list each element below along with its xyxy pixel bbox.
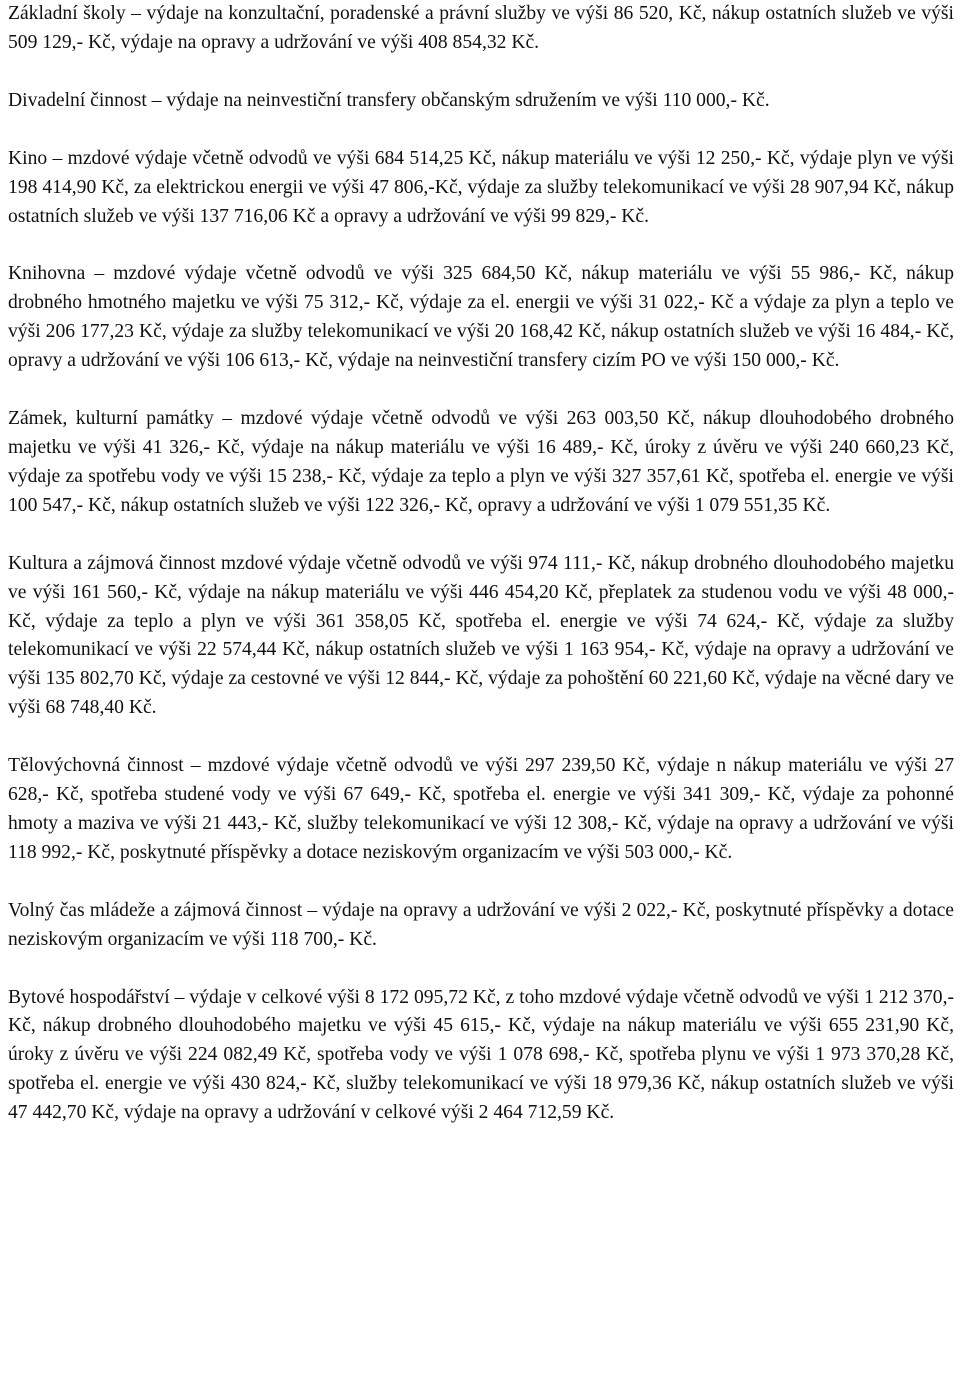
paragraph-kino: Kino – mzdové výdaje včetně odvodů ve výši 684 514,25 Kč, nákup materiálu ve výši 12 250,- Kč, výdaje plyn ve výši 198 414,90 Kč, za elektrickou energii ve výši 47 806,-Kč, výdaje za služby telekomunikací ve výši 28 907,94 Kč, nákup ostatních služeb ve výši 137 716,06 Kč a opravy a udržování ve výši 99 829,- Kč. (8, 147, 954, 227)
paragraph-kultura: Kultura a zájmová činnost mzdové výdaje včetně odvodů ve výši 974 111,- Kč, nákup drobného dlouhodobého majetku ve výši 161 560,- Kč, výdaje na nákup materiálu ve výši 446 454,20 Kč, přeplatek za studenou vodu ve výši 48 000,- Kč, výdaje za teplo a plyn ve výši 361 358,05 Kč, spotřeba el. energie ve výši 74 624,- Kč, výdaje za služby telekomunikací ve výši 22 574,44 Kč, nákup ostatních služeb ve výši 1 163 954,- Kč, výdaje na opravy a udržování ve výši 135 802,70 Kč, výdaje za cestovné ve výši 12 844,- Kč, výdaje za pohoštění 60 221,60 Kč, výdaje na věcné dary ve výši 68 748,40 Kč. (8, 552, 954, 719)
paragraph-volny-cas-mladeze: Volný čas mládeže a zájmová činnost – výdaje na opravy a udržování ve výši 2 022,- Kč, poskytnuté příspěvky a dotace neziskovým organizacím ve výši 118 700,- Kč. (8, 899, 954, 950)
paragraph-zakladni-skoly: Základní školy – výdaje na konzultační, poradenské a právní služby ve výši 86 520, Kč, nákup ostatních služeb ve výši 509 129,- Kč, výdaje na opravy a udržování ve výši 408 854,32 Kč. (8, 3, 954, 53)
document-page (8, 0, 954, 1157)
paragraph-bytove-hospodarstvi: Bytové hospodářství – výdaje v celkové výši 8 172 095,72 Kč, z toho mzdové výdaje včetně odvodů ve výši 1 212 370,- Kč, nákup drobného dlouhodobého majetku ve výši 45 615,- Kč, výdaje na nákup materiálu ve výši 655 231,90 Kč, úroky z úvěru ve výši 224 082,49 Kč, spotřeba vody ve výši 1 078 698,- Kč, spotřeba plynu ve výši 1 973 370,28 Kč, spotřeba el. energie ve výši 430 824,- Kč, služby telekomunikací ve výši 18 979,36 Kč, nákup ostatních služeb ve výši 47 442,70 Kč, výdaje na opravy a udržování v celkové výši 2 464 712,59 Kč. (8, 986, 954, 1124)
paragraph-zamek: Zámek, kulturní památky – mzdové výdaje včetně odvodů ve výši 263 003,50 Kč, nákup dlouhodobého drobného majetku ve výši 41 326,- Kč, výdaje na nákup materiálu ve výši 16 489,- Kč, úroky z úvěru ve výši 240 660,23 Kč, výdaje za spotřebu vody ve výši 15 238,- Kč, výdaje za teplo a plyn ve výši 327 357,61 Kč, spotřeba el. energie ve výši 100 547,- Kč, nákup ostatních služeb ve výši 122 326,- Kč, opravy a udržování ve výši 1 079 551,35 Kč. (8, 408, 954, 516)
paragraph-knihovna: Knihovna – mzdové výdaje včetně odvodů ve výši 325 684,50 Kč, nákup materiálu ve výši 55 986,- Kč, nákup drobného hmotného majetku ve výši 75 312,- Kč, výdaje za el. energii ve výši 31 022,- Kč a výdaje za plyn a teplo ve výši 206 177,23 Kč, výdaje za služby telekomunikací ve výši 20 168,42 Kč, nákup ostatních služeb ve výši 16 484,- Kč, opravy a udržování ve výši 106 613,- Kč, výdaje na neinvestiční transfery cizím PO ve výši 150 000,- Kč. (8, 263, 954, 372)
paragraph-divadelni-cinnost: Divadelní činnost – výdaje na neinvestiční transfery občanským sdružením ve výši 110 000,- Kč. (8, 89, 770, 111)
paragraph-telovychovna-cinnost: Tělovýchovná činnost – mzdové výdaje včetně odvodů ve výši 297 239,50 Kč, výdaje n nákup materiálu ve výši 27 628,- Kč, spotřeba studené vody ve výši 67 649,- Kč, spotřeba el. energie ve výši 341 309,- Kč, výdaje za pohonné hmoty a maziva ve výši 21 443,- Kč, služby telekomunikací ve výši 12 308,- Kč, výdaje na opravy a udržování ve výši 118 992,- Kč, poskytnuté příspěvky a dotace neziskovým organizacím ve výši 503 000,- Kč. (8, 755, 954, 863)
